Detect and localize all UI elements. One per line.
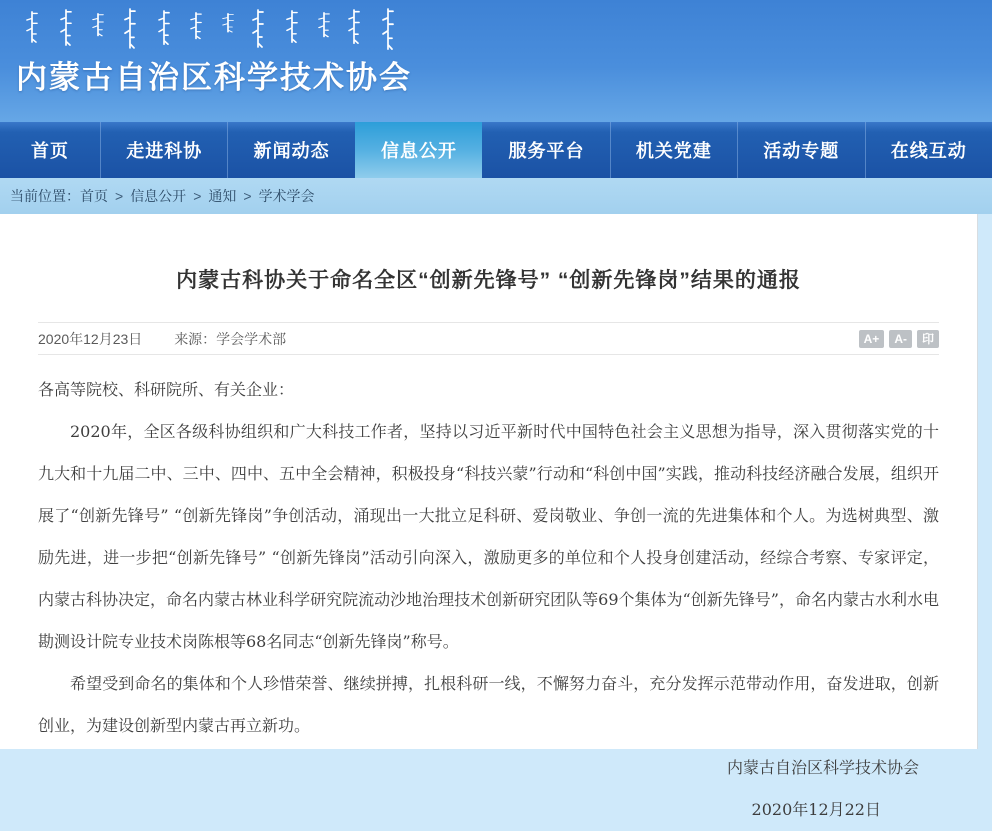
- article-title: 内蒙古科协关于命名全区“创新先锋号” “创新先锋岗”结果的通报: [176, 269, 801, 292]
- nav-tab-online-interaction[interactable]: 在线互动: [865, 122, 992, 178]
- article-tools: [854, 330, 939, 348]
- article-meta-row: [38, 322, 939, 355]
- publish-date: 2020年12月23日: [38, 330, 143, 347]
- breadcrumb-prefix: 当前位置：: [10, 188, 80, 204]
- nav-tab-home[interactable]: 首页: [31, 141, 69, 161]
- article-paragraph: 希望受到命名的集体和个人珍惜荣誉、继续拼搏，扎根科研一线，不懈努力奋斗，充分发挥示范带动作用，奋发进取，创新创业，为建设创新型内蒙古再立新功。: [38, 674, 939, 735]
- article-sign-date: 2020年12月22日: [751, 800, 881, 819]
- article-meta-left: [38, 329, 286, 349]
- breadcrumb-separator: >: [115, 188, 124, 204]
- breadcrumb: [0, 178, 992, 214]
- nav-tab-info-disclosure[interactable]: 信息公开: [355, 122, 482, 178]
- nav-tab-news[interactable]: 新闻动态: [227, 122, 354, 178]
- nav-tab-about-kexie[interactable]: 走进科协: [100, 122, 227, 178]
- nav-tab-party-building[interactable]: 机关党建: [610, 122, 737, 178]
- print-button[interactable]: 印: [917, 330, 939, 348]
- article-salutation: 各高等院校、科研院所、有关企业：: [38, 380, 295, 399]
- article-body: [38, 369, 939, 831]
- article-signature: 内蒙古自治区科学技术协会: [726, 758, 919, 777]
- breadcrumb-item-home[interactable]: 首页: [80, 188, 108, 204]
- breadcrumb-separator: >: [193, 188, 202, 204]
- font-increase-button[interactable]: A+: [859, 330, 885, 348]
- font-decrease-button[interactable]: A-: [889, 330, 912, 348]
- breadcrumb-item-academic-society[interactable]: 学术学会: [258, 188, 315, 204]
- main-nav: [0, 122, 992, 178]
- nav-tab-service-platform[interactable]: 服务平台: [508, 141, 585, 161]
- article-page: [0, 214, 978, 819]
- nav-tab-activities[interactable]: 活动专题: [737, 122, 864, 178]
- article-source: 来源：学会学术部: [174, 330, 287, 347]
- breadcrumb-item-info-disclosure[interactable]: 信息公开: [130, 188, 187, 204]
- site-title: 内蒙古自治区科学技术协会: [16, 60, 412, 95]
- breadcrumb-separator: >: [243, 188, 252, 204]
- site-header: [0, 0, 992, 122]
- breadcrumb-item-notice[interactable]: 通知: [208, 188, 237, 204]
- article-paragraph: 2020年，全区各级科协组织和广大科技工作者，坚持以习近平新时代中国特色社会主义思想为指导，深入贯彻落实党的十九大和十九届二中、三中、四中、五中全会精神，积极投身“科技兴蒙”行动和“科创中国”实践，推动科技经济融合发展，组织开展了“创新先锋号” “创新先锋岗”争创活动，涌现出一大批立足科研、爱岗敬业、争创一流的先进集体和个人。为选树典型、激励先进，进一步把“创新先锋号” “创新先锋岗”活动引向深入，激励更多的单位和个人投身创建活动，经综合考察、专家评定，内蒙古科协决定，命名内蒙古林业科学研究院流动沙地治理技术创新研究团队等69个集体为“创新先锋号”，命名内蒙古水利水电勘测设计院专业技术岗陈根等68名同志“创新先锋岗”称号。: [38, 422, 939, 651]
- mongolian-script-decoration: [26, 7, 446, 51]
